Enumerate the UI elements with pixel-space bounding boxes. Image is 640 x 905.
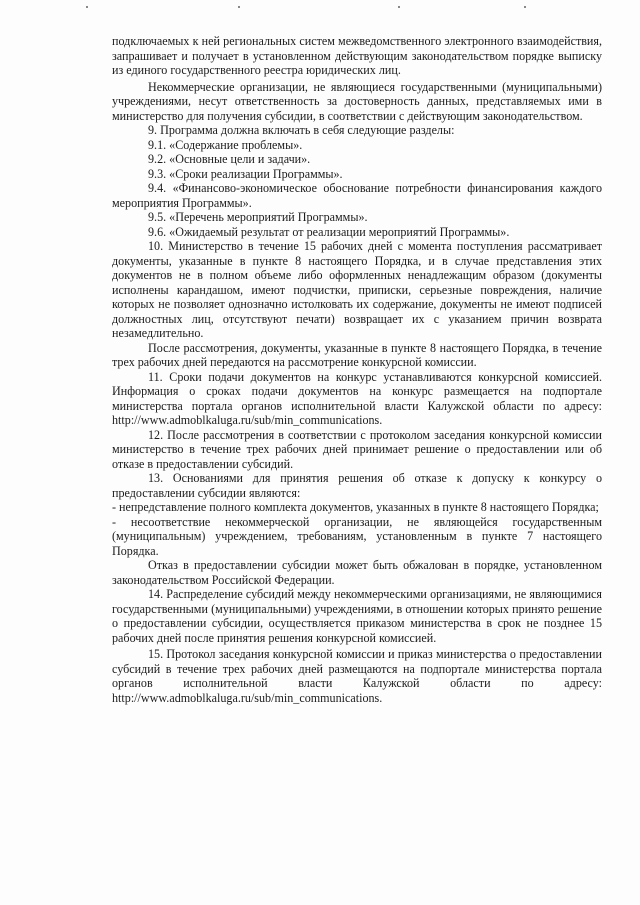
paragraph-9-1: 9.1. «Содержание проблемы». bbox=[148, 137, 303, 152]
paragraph-10-after-review: После рассмотрения, документы, указанные в пункте 8 настоящего Порядка, в течение трех рабочих дней передаются на рассмотрение конкурсной комиссии. bbox=[112, 340, 602, 369]
paragraph-13-item-2: - несоответствие некоммерческой организации, не являющейся государственным (муниципальным) учреждением, требованиям, установленным в пункте 7 настоящего Порядка. bbox=[112, 514, 602, 558]
paragraph-9-2: 9.2. «Основные цели и задачи». bbox=[148, 152, 311, 166]
paragraph-9: 9. Программа должна включать в себя следующие разделы: bbox=[148, 123, 455, 137]
scan-artifact bbox=[524, 6, 526, 8]
paragraph-12: 12. После рассмотрения в соответствии с протоколом заседания конкурсной комиссии министерство в течение трех рабочих дней принимает решение о предоставлении или об отказе в предоставлении субсидий. bbox=[112, 427, 602, 471]
scan-artifact bbox=[398, 6, 400, 8]
paragraph-9-6: 9.6. «Ожидаемый результат от реализации мероприятий Программы». bbox=[148, 224, 510, 239]
paragraph-11: 11. Сроки подачи документов на конкурс устанавливаются конкурсной комиссией. Информация о сроках подачи документов на конкурс размещается на подпортале министерства портала органов исполнительной власти Калужской области по адресу: http://www.admoblkaluga.ru/sub/min_communications. bbox=[112, 369, 602, 427]
paragraph-15: 15. Протокол заседания конкурсной комиссии и приказ министерства о предоставлении субсидий в течение трех рабочих дней размещаются на подпортале министерства портала органов исполнительной власти Калужской области по адресу: http://www.admoblkaluga.ru/sub/min_communications. bbox=[112, 647, 602, 705]
scan-artifact bbox=[238, 6, 240, 8]
scan-artifact bbox=[86, 6, 88, 8]
paragraph-appeal: Отказ в предоставлении субсидии может быть обжалован в порядке, установленном законодательством Российской Федерации. bbox=[112, 558, 602, 587]
paragraph-13-item-1: - непредставление полного комплекта документов, указанных в пункте 8 настоящего Порядка; bbox=[112, 500, 599, 514]
document-body bbox=[112, 34, 602, 705]
paragraph-egrul-request: подключаемых к ней региональных систем межведомственного электронного взаимодействия, запрашивает и получает в установленном действующим законодательством порядке выписку из единого государственного реестра юридических лиц. bbox=[112, 34, 602, 77]
paragraph-responsibility: Некоммерческие организации, не являющиеся государственными (муниципальными) учреждениями, несут ответственность за достоверность данных, представляемых ими в министерство для получения субсидии, в соответствии с действующим законодательством. bbox=[112, 79, 602, 123]
paragraph-9-5: 9.5. «Перечень мероприятий Программы». bbox=[148, 210, 368, 224]
paragraph-10: 10. Министерство в течение 15 рабочих дней с момента поступления рассматривает документы, указанные в пункте 8 настоящего Порядка, и в случае представления этих документов не в полном объеме либо оформленных ненадлежащим образом (документы исполнены карандашом, имеют подчистки, приписки, серьезные повреждения, наличие которых не позволяет однозначно истолковать их содержание, документы не имеют подписей должностных лиц, отсутствуют печати) возвращает их с указанием причин возврата незамедлительно. bbox=[112, 239, 602, 340]
paragraph-9-4: 9.4. «Финансово-экономическое обоснование потребности финансирования каждого мероприятия Программы». bbox=[112, 181, 602, 210]
paragraph-14: 14. Распределение субсидий между некоммерческими организациями, не являющимися государственными (муниципальными) учреждениями, в отношении которых принято решение о предоставлении субсидии, осуществляется приказом министерства в срок не позднее 15 рабочих дней после принятия решения конкурсной комиссией. bbox=[112, 587, 602, 645]
paragraph-9-3: 9.3. «Сроки реализации Программы». bbox=[148, 166, 343, 181]
paragraph-13: 13. Основаниями для принятия решения об отказе к допуску к конкурсу о предоставлении субсидии являются: bbox=[112, 471, 602, 500]
